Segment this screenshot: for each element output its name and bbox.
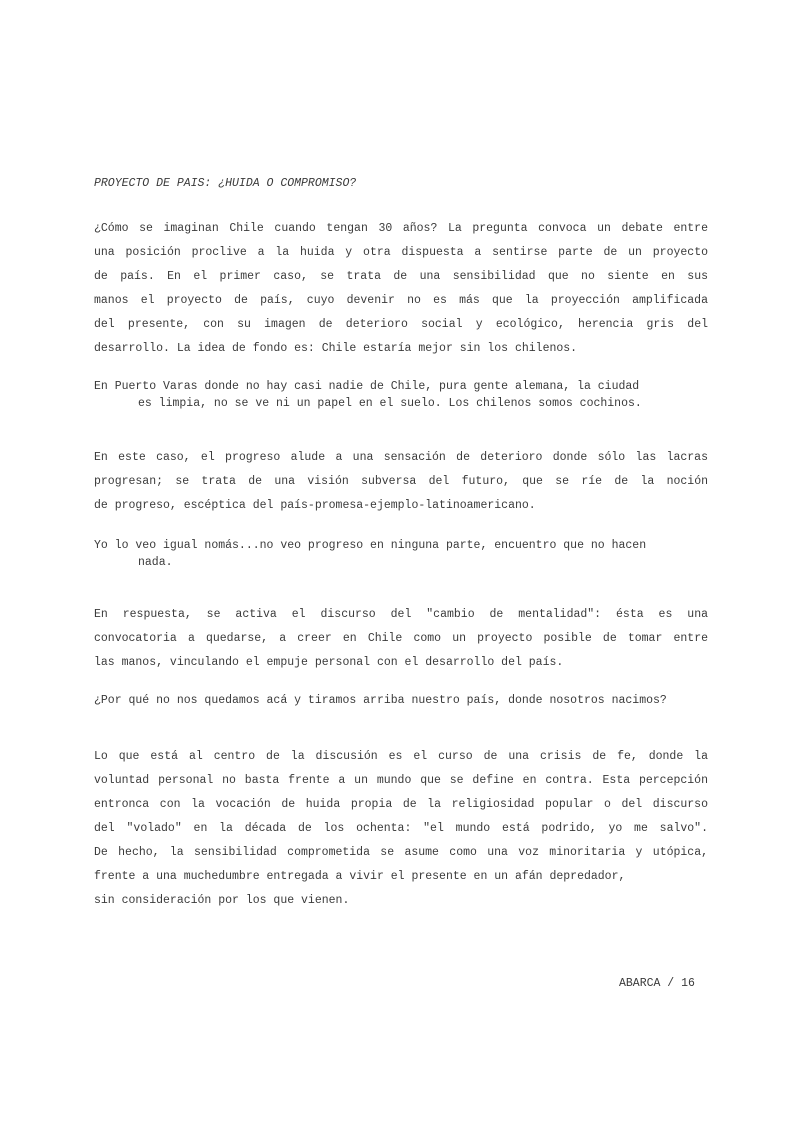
- interview-quote: [94, 537, 708, 571]
- text-line: progresan; se trata de una visión subversa del futuro, que se ríe de la noción: [94, 475, 708, 488]
- paragraph-progress: [94, 446, 708, 518]
- text-line: sin consideración por los que vienen.: [94, 894, 350, 907]
- text-line: una posición proclive a la huida y otra dispuesta a sentirse parte de un proyecto: [94, 246, 708, 259]
- text-line: En respuesta, se activa el discurso del "cambio de mentalidad": ésta es una: [94, 608, 708, 621]
- document-title: PROYECTO DE PAIS: ¿HUIDA O COMPROMISO?: [94, 177, 357, 190]
- quote-line: Yo lo veo igual nomás...no veo progreso en ninguna parte, encuentro que no hacen: [94, 539, 647, 552]
- text-line: manos el proyecto de país, cuyo devenir no es más que la proyección amplificada: [94, 294, 708, 307]
- interview-quote: [94, 378, 708, 412]
- text-line: frente a una muchedumbre entregada a vivir el presente en un afán depredador,: [94, 870, 626, 883]
- quote-line: En Puerto Varas donde no hay casi nadie de Chile, pura gente alemana, la ciudad: [94, 380, 640, 393]
- text-line: desarrollo. La idea de fondo es: Chile estaría mejor sin los chilenos.: [94, 342, 578, 355]
- text-line: De hecho, la sensibilidad comprometida se asume como una voz minoritaria y utópica,: [94, 846, 708, 859]
- quote-line: nada.: [138, 556, 173, 569]
- interview-quote: [94, 692, 708, 709]
- text-line: ¿Cómo se imaginan Chile cuando tengan 30 años? La pregunta convoca un debate entre: [94, 222, 708, 235]
- text-line: de progreso, escéptica del país-promesa-ejemplo-latinoamericano.: [94, 499, 536, 512]
- text-line: En este caso, el progreso alude a una sensación de deterioro donde sólo las lacras: [94, 451, 708, 464]
- text-line: del "volado" en la década de los ochenta: "el mundo está podrido, yo me salvo".: [94, 822, 708, 835]
- text-line: convocatoria a quedarse, a creer en Chile como un proyecto posible de tomar entre: [94, 632, 708, 645]
- text-line: del presente, con su imagen de deterioro social y ecológico, herencia gris del: [94, 318, 708, 331]
- text-line: de país. En el primer caso, se trata de una sensibilidad que no siente en sus: [94, 270, 708, 283]
- paragraph-crisis: [94, 745, 708, 913]
- text-line: las manos, vinculando el empuje personal con el desarrollo del país.: [94, 656, 564, 669]
- text-line: entronca con la vocación de huida propia de la religiosidad popular o del discurso: [94, 798, 708, 811]
- text-line: voluntad personal no basta frente a un mundo que se define en contra. Esta percepción: [94, 774, 708, 787]
- paragraph-response: [94, 603, 708, 675]
- text-line: Lo que está al centro de la discusión es el curso de una crisis de fe, donde la: [94, 750, 708, 763]
- page-footer: ABARCA / 16: [619, 977, 695, 990]
- quote-line: ¿Por qué no nos quedamos acá y tiramos arriba nuestro país, donde nosotros nacimos?: [94, 694, 667, 707]
- quote-line: es limpia, no se ve ni un papel en el suelo. Los chilenos somos cochinos.: [138, 397, 642, 410]
- paragraph-intro: [94, 217, 708, 361]
